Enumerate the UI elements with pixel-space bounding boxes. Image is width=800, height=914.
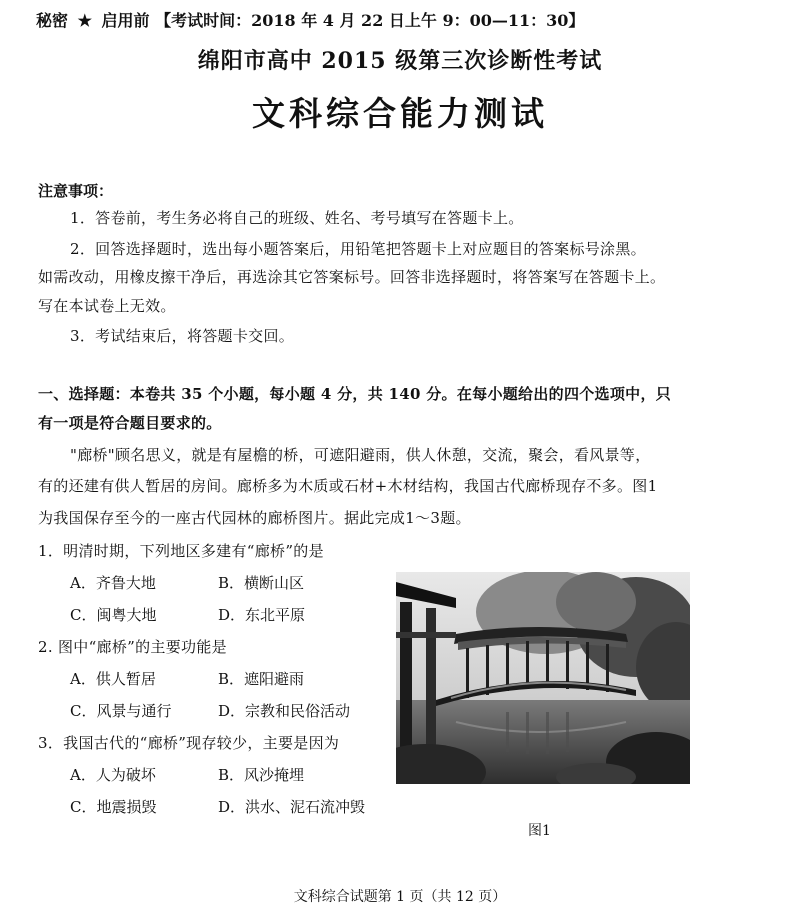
notice-item-2-line-1: 2．回答选择题时，选出每小题答案后，用铅笔把答题卡上对应题目的答案标号涂黑。	[70, 240, 646, 258]
notice-item-1: 1．答卷前，考生务必将自己的班级、姓名、考号填写在答题卡上。	[70, 209, 524, 227]
question-2-option-d: D．宗教和民俗活动	[218, 702, 351, 720]
question-1-option-b: B．横断山区	[218, 574, 305, 592]
page-footer: 文科综合试题第 1 页（共 12 页）	[293, 889, 507, 905]
section-1-heading-line-1: 一、选择题：本卷共 35 个小题，每小题 4 分，共 140 分。在每小题给出的四个选项中，只	[38, 385, 672, 403]
question-1-stem: 1．明清时期，下列地区多建有“廊桥”的是	[38, 542, 324, 560]
passage-line-2: 有的还建有供人暂居的房间。廊桥多为木质或石材+木材结构，我国古代廊桥现存不多。图1	[38, 477, 658, 495]
question-3-option-b: B．风沙掩埋	[218, 766, 305, 784]
confidential-label: 秘密	[36, 11, 69, 30]
before-use-label: 启用前	[101, 11, 150, 30]
question-1-option-c: C．闽粤大地	[70, 606, 157, 624]
question-3-option-a: A．人为破坏	[70, 766, 156, 784]
section-1-heading-line-2: 有一项是符合题目要求的。	[38, 414, 222, 432]
figure-caption: 图1	[528, 823, 551, 839]
question-3-option-c: C．地震损毁	[70, 798, 157, 816]
notice-item-2-line-3: 写在本试卷上无效。	[38, 297, 176, 315]
passage-line-1: "廊桥"顾名思义，就是有屋檐的桥，可遮阳避雨，供人休憩，交流，聚会，看风景等，	[70, 446, 651, 464]
question-2-option-c: C．风景与通行	[70, 702, 172, 720]
exam-time: 【考试时间：2018 年 4 月 22 日上午 9：00—11：30】	[155, 11, 585, 30]
notice-item-3: 3．考试结束后，将答题卡交回。	[70, 327, 295, 345]
question-1-option-d: D．东北平原	[218, 606, 306, 624]
notice-heading: 注意事项：	[38, 182, 114, 200]
question-3-stem: 3．我国古代的“廊桥”现存较少，主要是因为	[38, 734, 340, 752]
star-icon: ★	[77, 11, 92, 30]
question-3-option-d: D．洪水、泥石流冲毁	[218, 798, 366, 816]
notice-item-2-line-2: 如需改动，用橡皮擦干净后，再选涂其它答案标号。回答非选择题时，将答案写在答题卡上。	[38, 268, 666, 286]
exam-header	[36, 8, 584, 31]
covered-bridge-photo	[396, 572, 690, 784]
exam-subject-title: 文科综合能力测试	[252, 94, 548, 133]
question-2-stem: 2. 图中“廊桥”的主要功能是	[38, 638, 227, 656]
passage-line-3: 为我国保存至今的一座古代园林的廊桥图片。据此完成1～3题。	[38, 509, 471, 527]
exam-title: 绵阳市高中 2015 级第三次诊断性考试	[197, 48, 603, 74]
question-1-option-a: A．齐鲁大地	[70, 574, 156, 592]
question-2-option-a: A．供人暂居	[70, 670, 156, 688]
question-2-option-b: B．遮阳避雨	[218, 670, 305, 688]
